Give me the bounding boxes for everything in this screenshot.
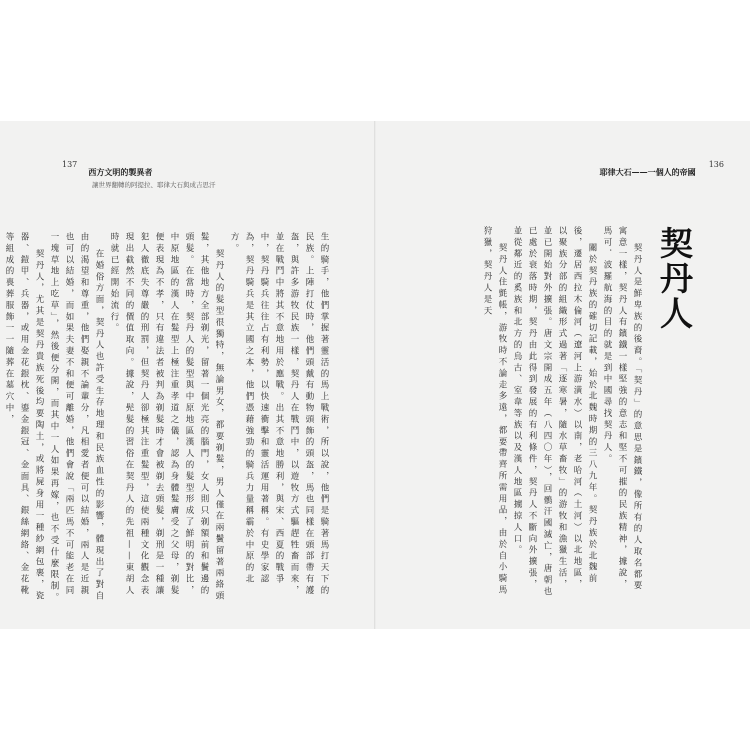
left-page	[0, 121, 375, 629]
running-header-title: 耶律大石——一個人的帝國	[599, 167, 696, 177]
right-page-header	[600, 160, 724, 179]
page-number: 137	[62, 160, 78, 169]
running-header-subtitle: 讓世界翻轉的阿提拉、耶律大石與成吉思汗	[92, 181, 216, 189]
chapter-title: 契丹人	[655, 226, 694, 331]
paragraph: 生的騎手，他們掌握著靈活的馬上戰術，所以說，他們是騎著馬打天下的民族。上陣打仗時，他們頭戴有動物頭飾的頭盔，馬也同樣在頭部帶有護盔，與許多游牧民族一樣，契丹人在戰鬥中，以遊牧方式驅趕牲畜而來，並在戰鬥中將其不意地用於應戰。出其不意地勝利，與宋、西夏的戰爭中，契丹騎兵往往占有利勢，以快速衝擊和靈活運用著稱。有史學家認為，契丹騎兵是其立國之本，他們憑藉強勁的騎兵力量稱霸於中原的北方。	[229, 232, 329, 597]
running-header-title: 西方文明的製異者	[88, 167, 153, 177]
left-page-header	[62, 160, 216, 189]
paragraph: 在婚俗方面，契丹人也許受生存地理和民族血性的影響，體現出了對自由的渴望和尊重，他們娶親不論輩分，凡相愛者便可以結婚，兩人是近親也可以結婚，而如果夫妻不和便可離婚，他們會說「兩匹馬不可能老在同一塊草地上吃草」，然後便分開，而其中一人如果再嫁，也不受什麼限制。	[49, 232, 104, 604]
paragraph: 契丹人的髮型很獨特，無論男女，都要剃髮，男人僅在兩鬢留著兩絡頭髮，其他地方全部剃光，留著一個光亮的腦門，女人則只剃額前和鬢邊的頭髮。在當時，契丹人的髮型與中原地區漢人的髮型形成了鮮明的對比，中原地區的漢人在髮型上極注重孝道之儀，認為身體髮膚受之父母，剃髮便表現為不孝，只有違法者被判為剃髮時才會被剃去頭髮，剃刑是一種讓犯人徹底失尊嚴的刑罰，但契丹人卻極其注重髮型，這使兩種文化觀念表現出截然不同的價值取向。據說，髡髮的習俗在契丹人的先祖——東胡人時就已經開始流行。	[109, 232, 224, 603]
paragraph: 契丹人住氈帳，游牧時不論走多遠，都要帶齊所需用品，由於自小騎馬狩獵，契丹人是天	[482, 226, 507, 597]
right-page	[375, 121, 750, 629]
left-page-body-text	[4, 232, 331, 604]
paragraph: 契丹人，尤其是契丹貴族死後均要陶土，或將屍身用一種紗網包裹，瓷器、鎧甲、兵器，或用金花銀枕、鎏金銀冠、金面具、銀絲網絡、金花靴等組成的喪葬服飾一一隨葬在墓穴中，	[4, 232, 44, 603]
paragraph: 關於契丹族的確切記載，始於北魏時期的三八九年。契丹族於北魏前後，遷居西拉木倫河（遼河上游潢水）以南，老哈河（土河）以北地區，以聚族分部的組織形式過著「逐寒暑，隨水草畜牧」的游牧和漁獵生活，並已開始對外擴張。唐文宗開成五年（八四〇年），回鶻汗國滅亡，唐朝也已處於衰落時期，契丹由此得到發展的有利條件，契丹人不斷向外擴張，並從鄰近的奚族和北方的烏古、室韋等族以及漢人地區擄掠人口。	[512, 226, 597, 598]
right-page-body-text	[482, 226, 644, 598]
page-number: 136	[708, 160, 724, 169]
book-spread	[0, 121, 750, 629]
paragraph: 契丹人是鮮卑族的後裔。「契丹」的意思是鑌鐵，像所有的人取名都要寓意一樣，契丹人有鑌鐵一樣堅強的意志和堅不可摧的民族精神，據說，馬可．波羅航海的目的就是到中國尋找契丹人。	[602, 226, 642, 593]
